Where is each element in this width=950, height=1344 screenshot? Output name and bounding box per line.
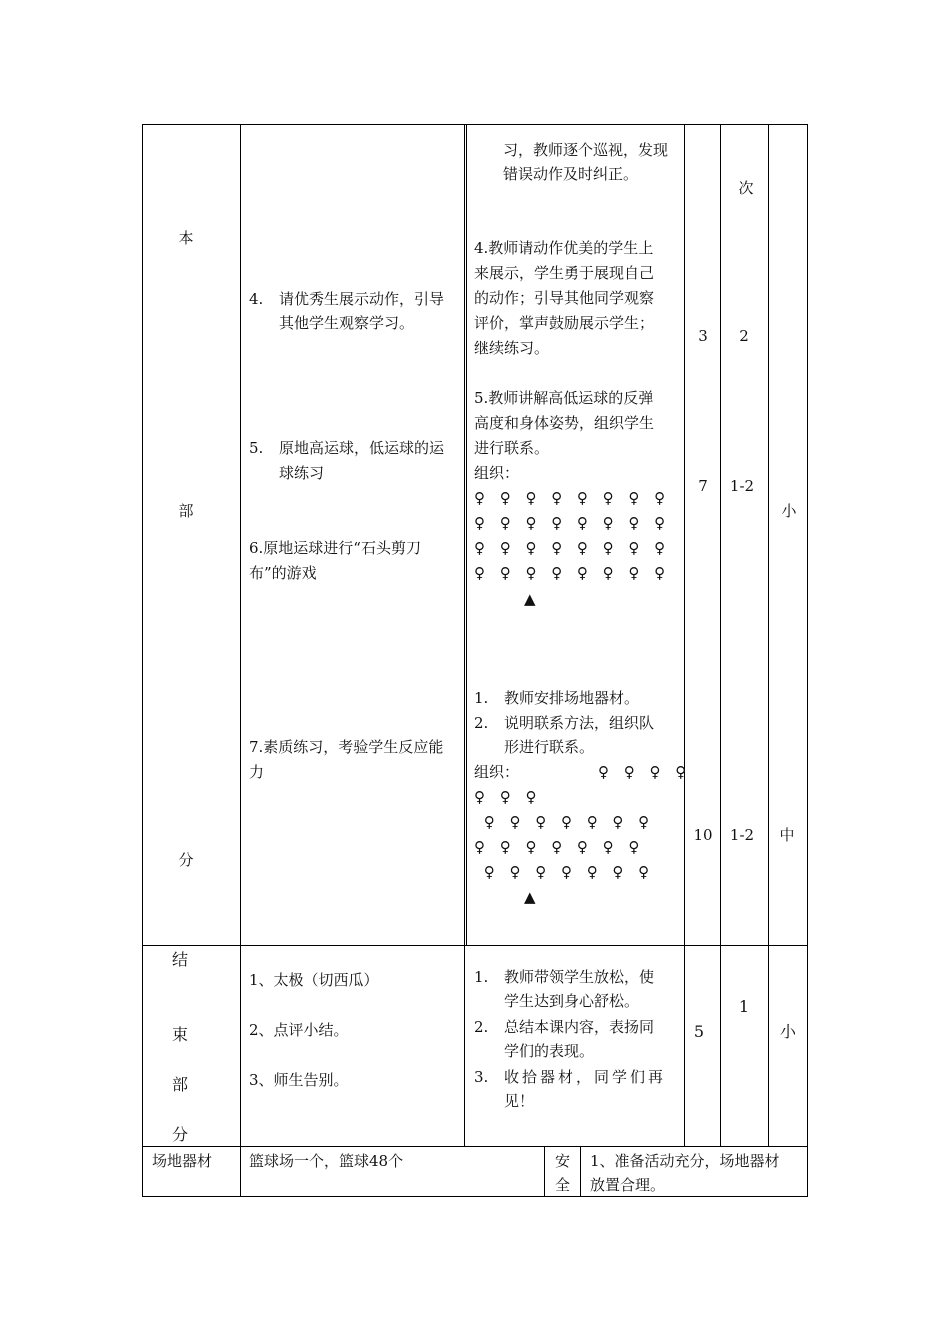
method-item: [474, 965, 654, 989]
method-item-text: 收拾器材，同学们再: [504, 1068, 667, 1086]
table-border-bottom: [142, 1196, 808, 1197]
formation-row: ♀ ♀ ♀ ♀ ♀ ♀ ♀ ♀: [474, 564, 671, 582]
method-item-number: 2.: [474, 1018, 489, 1036]
content-text: 请优秀生展示动作，引导: [279, 290, 445, 308]
time-value: 10: [693, 826, 713, 844]
method-item: [474, 1015, 654, 1039]
method-text: 来展示，学生勇于展现自己: [474, 264, 655, 282]
col-divider-content: [464, 124, 465, 1146]
method-item-number: 3.: [474, 1068, 489, 1086]
venue-value: 篮球场一个，篮球48个: [249, 1152, 404, 1170]
section-label-char: 部: [171, 1075, 188, 1094]
org-label: 组织：: [474, 763, 520, 781]
col-divider-content-2: [466, 124, 467, 945]
method-item-text: 见！: [504, 1092, 535, 1110]
method-item-number: 2.: [474, 714, 489, 732]
intensity-value: 中: [779, 826, 795, 844]
intensity-value: 小: [779, 1022, 796, 1041]
formation-row: ♀ ♀ ♀ ♀ ♀ ♀ ♀: [474, 813, 655, 831]
content-item-number: 4.: [249, 290, 264, 308]
content-text: 2、点评小结。: [249, 1021, 349, 1039]
method-item-text: 教师安排场地器材。: [504, 689, 640, 707]
method-text: 错误动作及时纠正。: [503, 165, 639, 183]
method-text: 4.教师请动作优美的学生上: [474, 239, 654, 257]
method-item-text: 说明联系方法，组织队: [504, 714, 655, 732]
col-divider-time: [720, 124, 721, 1146]
method-item-number: 1.: [474, 689, 489, 707]
section-label-char: 本: [178, 229, 194, 247]
content-text: 力: [249, 763, 265, 781]
count-value: 2: [739, 327, 749, 345]
formation-row: ♀ ♀ ♀ ♀ ♀ ♀ ♀: [474, 838, 645, 856]
venue-label: 场地器材: [152, 1152, 213, 1170]
method-text: 进行联系。: [474, 439, 550, 457]
content-text: 布”的游戏: [249, 564, 317, 582]
formation-row: ♀ ♀ ♀ ♀ ♀ ♀ ♀ ♀: [474, 539, 671, 557]
formation-row: ♀ ♀ ♀ ♀ ♀ ♀ ♀: [474, 863, 655, 881]
col-divider-count: [768, 124, 769, 1146]
method-item: [474, 1065, 666, 1089]
method-text: 的动作；引导其他同学观察: [474, 289, 655, 307]
method-item-text: 学生达到身心舒松。: [504, 992, 640, 1010]
method-item-text: 总结本课内容，表扬同: [504, 1018, 655, 1036]
method-text: 评价，掌声鼓励展示学生；: [474, 314, 655, 332]
table-border-right: [807, 124, 808, 1197]
content-text: 1、太极（切西瓜）: [249, 971, 379, 989]
content-text: 7.素质练习，考验学生反应能: [249, 738, 444, 756]
teacher-marker-icon: ▲: [524, 590, 536, 608]
safety-text: 1、准备活动充分，场地器材: [590, 1152, 780, 1170]
method-item: [474, 711, 654, 735]
section-label-char: 分: [171, 1125, 188, 1144]
method-item-number: 1.: [474, 968, 489, 986]
content-item-number: 5.: [249, 439, 264, 457]
teacher-marker-icon: ▲: [524, 888, 536, 906]
formation-row: ♀ ♀ ♀: [474, 788, 542, 806]
method-text: 5.教师讲解高低运球的反弹: [474, 389, 654, 407]
content-text: 球练习: [279, 464, 325, 482]
safety-label-char: 安: [554, 1152, 570, 1170]
method-item-text: 形进行联系。: [504, 738, 595, 756]
formation-row: ♀ ♀ ♀ ♀ ♀ ♀ ♀ ♀: [474, 489, 671, 507]
col-divider-method: [684, 124, 685, 1146]
table-border-left: [142, 124, 143, 1197]
section-label-char: 分: [178, 851, 194, 869]
safety-text: 放置合理。: [590, 1176, 666, 1194]
formation-row: ♀ ♀ ♀ ♀: [598, 763, 692, 781]
count-value: 1-2: [729, 826, 755, 844]
count-value: 1: [738, 997, 750, 1016]
col-divider-label: [240, 124, 241, 1197]
section-label-char: 束: [171, 1025, 188, 1044]
section-divider: [142, 945, 808, 946]
time-value: 3: [698, 327, 708, 345]
content-text: 原地高运球，低运球的运: [279, 439, 445, 457]
content-text: 3、师生告别。: [249, 1071, 349, 1089]
content-text: 其他学生观察学习。: [279, 314, 415, 332]
footer-divider: [142, 1146, 808, 1147]
content-text: 6.原地运球进行“石头剪刀: [249, 539, 421, 557]
safety-label-char: 全: [554, 1176, 570, 1194]
section-label-char: 部: [178, 502, 194, 520]
method-item: [474, 686, 639, 710]
method-text: 继续练习。: [474, 339, 550, 357]
section-label-char: 结: [171, 950, 188, 969]
method-text: 组织：: [474, 464, 520, 482]
method-item-text: 教师带领学生放松，使: [504, 968, 655, 986]
method-text: 高度和身体姿势，组织学生: [474, 414, 655, 432]
time-value: 7: [698, 477, 708, 495]
method-text: 习，教师逐个巡视，发现: [503, 141, 669, 159]
table-border-top: [142, 124, 808, 125]
time-value: 5: [693, 1022, 705, 1041]
count-value: 次: [738, 179, 754, 197]
formation-row: ♀ ♀ ♀ ♀ ♀ ♀ ♀ ♀: [474, 514, 671, 532]
footer-divider-safety-right: [580, 1146, 581, 1196]
intensity-value: 小: [781, 502, 797, 520]
method-item-text: 学们的表现。: [504, 1042, 595, 1060]
count-value: 1-2: [729, 477, 755, 495]
